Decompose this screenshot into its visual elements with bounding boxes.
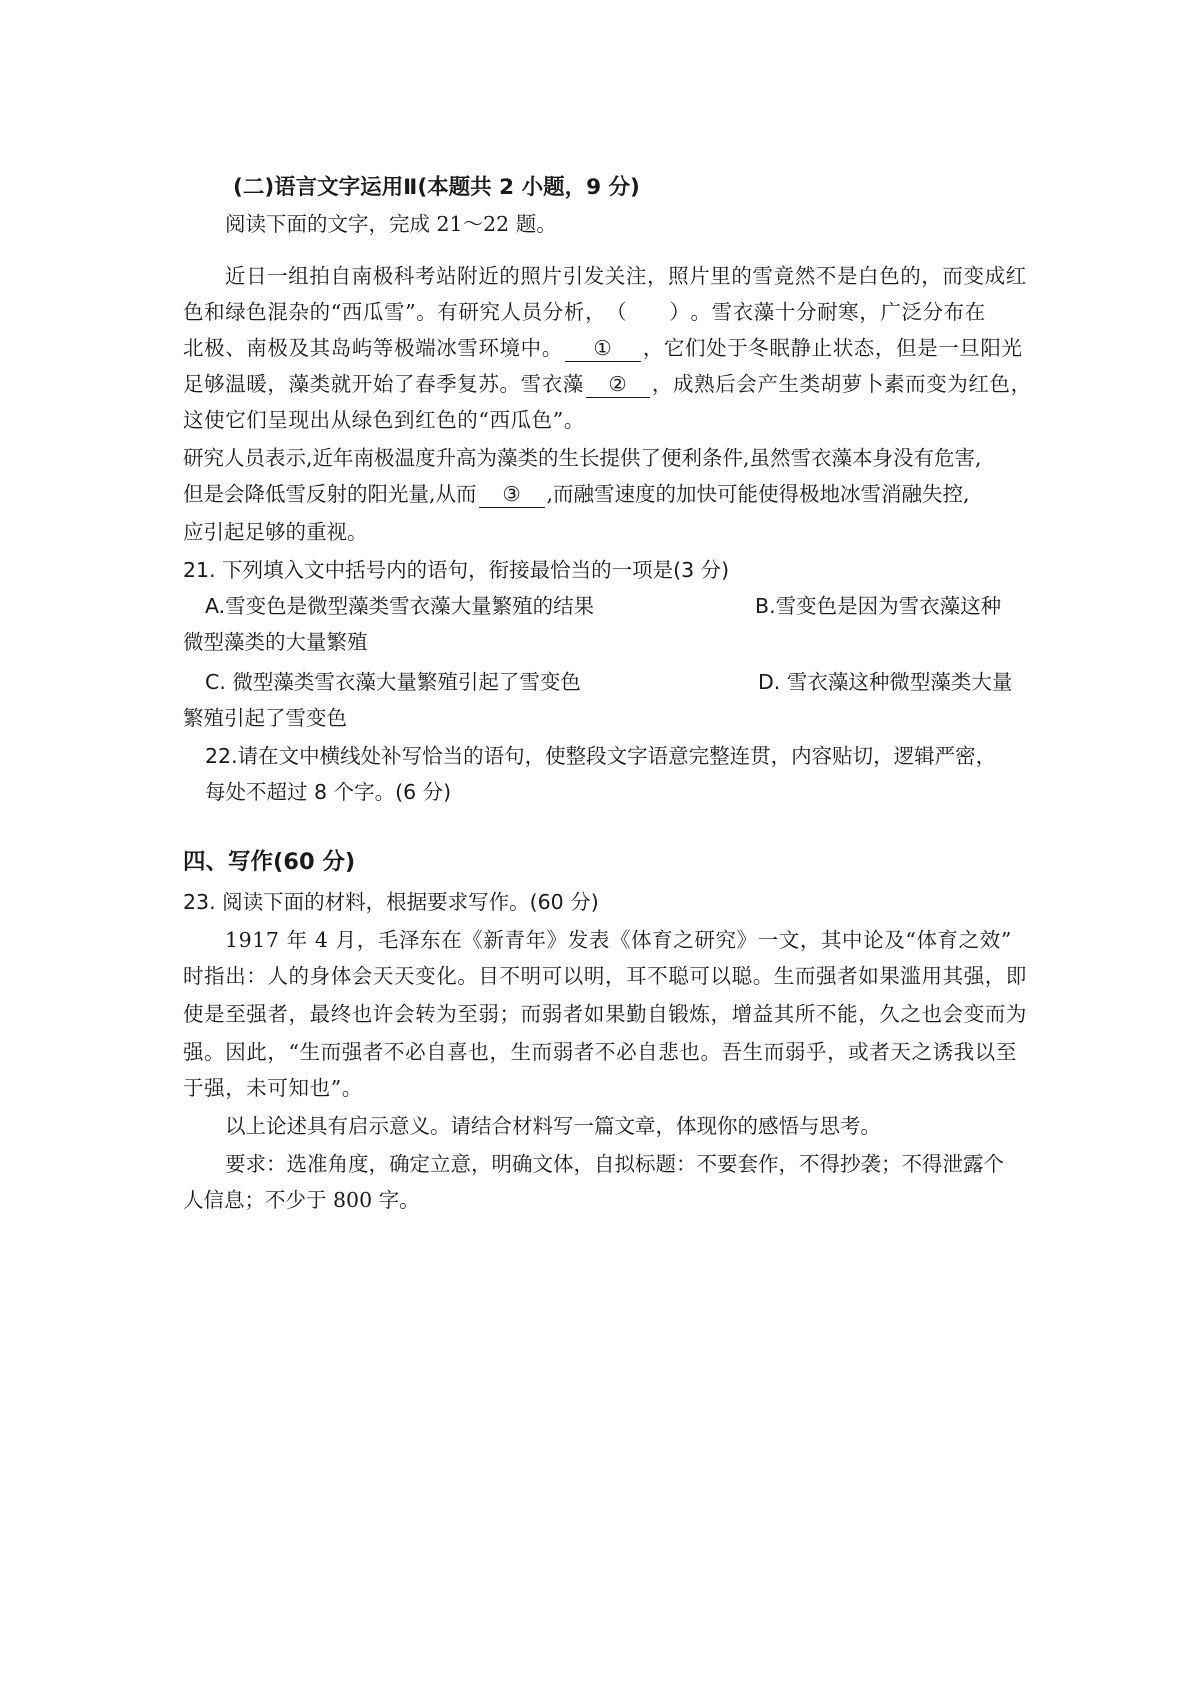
section-heading-language-use: (二)语言文字运用Ⅱ(本题共 2 小题，9 分)	[233, 175, 640, 200]
q23-stem: 23. 阅读下面的材料，根据要求写作。(60 分)	[183, 890, 599, 914]
material-line5: 于强，未可知也”。	[183, 1076, 363, 1100]
passage-p1-line4	[183, 366, 1032, 402]
prompt-line: 以上论述具有启示意义。请结合材料写一篇文章，体现你的感悟与思考。	[225, 1114, 881, 1138]
passage-p1-line2	[183, 294, 986, 330]
passage-text: 足够温暖，藻类就开始了春季复苏。雪衣藻	[183, 372, 584, 396]
section-heading-writing: 四、写作(60 分)	[183, 849, 356, 875]
q21-stem: 21. 下列填入文中括号内的语句，衔接最恰当的一项是(3 分)	[183, 558, 730, 582]
passage-p2-line3: 应引起足够的重视。	[183, 520, 368, 544]
material-line1: 1917 年 4 月，毛泽东在《新青年》发表《体育之研究》一文，其中论及“体育之效”	[225, 928, 1012, 952]
passage-p1-line5: 这使它们呈现出从绿色到红色的“西瓜色”。	[183, 408, 585, 432]
q21-option-d-cont: 繁殖引起了雪变色	[183, 706, 347, 730]
passage-p1-line1: 近日一组拍自南极科考站附近的照片引发关注，照片里的雪竟然不是白色的，而变成红	[225, 264, 1027, 288]
passage-text: 但是会降低雪反射的阳光量,从而	[183, 482, 477, 506]
q22-stem-line1: 22.请在文中横线处补写恰当的语句，使整段文字语意完整连贯，内容贴切，逻辑严密，	[205, 744, 997, 768]
requirements-line1: 要求：选准角度，确定立意，明确文体，自拟标题：不要套作，不得抄袭；不得泄露个	[225, 1152, 1004, 1176]
requirements-line2: 人信息；不少于 800 字。	[183, 1188, 420, 1212]
reading-instruction: 阅读下面的文字，完成 21～22 题。	[225, 212, 557, 236]
answer-bracket: （ ）	[606, 300, 691, 324]
passage-text: ,而融雪速度的加快可能使得极地冰雪消融失控,	[546, 482, 970, 506]
passage-text: 北极、南极及其岛屿等极端冰雪环境中。	[183, 336, 563, 360]
passage-text: 。雪衣藻十分耐寒，广泛分布在	[690, 300, 986, 324]
passage-p1-line3	[183, 330, 1023, 366]
passage-p2-line2	[183, 476, 970, 512]
passage-text: 色和绿色混杂的“西瓜雪”。有研究人员分析，	[183, 300, 607, 324]
passage-text: ，成熟后会产生类胡萝卜素而变为红色，	[651, 372, 1032, 396]
material-line2: 时指出：人的身体会天天变化。目不明可以明，耳不聪可以聪。生而强者如果滥用其强，即	[183, 964, 1027, 988]
q22-stem-line2: 每处不超过 8 个字。(6 分)	[205, 780, 452, 804]
q21-option-c: C. 微型藻类雪衣藻大量繁殖引起了雪变色	[205, 670, 581, 694]
q21-option-b-cont: 微型藻类的大量繁殖	[183, 630, 368, 654]
q21-option-a: A.雪变色是微型藻类雪衣藻大量繁殖的结果	[205, 594, 595, 618]
passage-text: ，它们处于冬眠静止状态，但是一旦阳光	[642, 336, 1023, 360]
fill-blank-1: ①	[565, 335, 641, 362]
q21-option-d: D. 雪衣藻这种微型藻类大量	[758, 670, 1013, 694]
material-line4: 强。因此，“生而强者不必自喜也，生而弱者不必自悲也。吾生而弱乎，或者天之诱我以至	[183, 1040, 1017, 1064]
q21-option-b: B.雪变色是因为雪衣藻这种	[755, 594, 1002, 618]
fill-blank-2: ②	[586, 371, 650, 398]
fill-blank-3: ③	[479, 481, 545, 508]
material-line3: 使是至强者，最终也许会转为至弱；而弱者如果勤自锻炼，增益其所不能，久之也会变而为	[183, 1002, 1027, 1026]
passage-p2-line1: 研究人员表示,近年南极温度升高为藻类的生长提供了便利条件,虽然雪衣藻本身没有危害,	[183, 446, 982, 470]
